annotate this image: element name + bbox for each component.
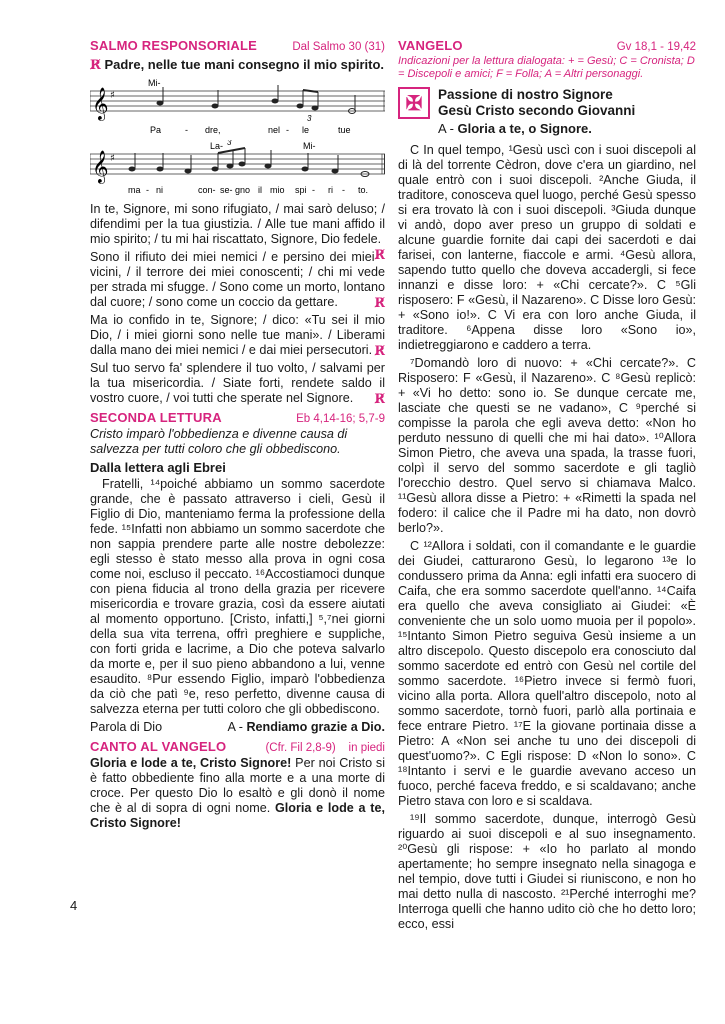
staff2-triplet: 3 xyxy=(227,140,232,147)
vangelo-header xyxy=(398,38,696,55)
stanza: Ma io confido in te, Signore; / dico: «Tu sei il mio Dio, / i miei giorni sono nelle tue mani». / Liberami dalla mano dei miei nemici / e dai miei persecutori. R̸ xyxy=(90,313,385,358)
page-number: 4 xyxy=(70,898,78,913)
svg-text:to.: to. xyxy=(358,185,369,195)
svg-text:ma: ma xyxy=(128,185,141,195)
left-column xyxy=(90,38,385,831)
svg-text:ri: ri xyxy=(328,185,333,195)
canto-posture: in piedi xyxy=(348,742,385,754)
vangelo-body xyxy=(398,143,696,932)
gospel-cross-icon: ✠ xyxy=(398,87,430,119)
svg-text:gno: gno xyxy=(235,185,251,195)
staff2-chord-1: La- xyxy=(210,141,224,151)
staff1-chord: Mi- xyxy=(148,78,161,88)
vangelo-ref: Gv 18,1 - 19,42 xyxy=(616,41,696,53)
vangelo-response: A - Gloria a te, o Signore. xyxy=(438,121,592,136)
seconda-ref: Eb 4,14-16; 5,7-9 xyxy=(296,413,385,425)
vangelo-heading-2: Gesù Cristo secondo Giovanni xyxy=(438,103,636,118)
response-marker: R̸ xyxy=(374,391,385,406)
salmo-stanzas xyxy=(90,202,385,406)
salmo-title: SALMO RESPONSORIALE xyxy=(90,38,258,53)
vangelo-title: VANGELO xyxy=(398,38,463,53)
response-marker: R̸ xyxy=(374,343,385,358)
svg-text:ni: ni xyxy=(156,185,164,195)
svg-text:-: - xyxy=(286,125,289,135)
stanza: Sono il rifiuto dei miei nemici / e persino dei miei vicini, / il terrore dei miei conoscenti; / chi mi vede per strada mi sfugge. / Sono come un morto, lontano dal cuore; / sono come un coccio da gettare. R̸ xyxy=(90,250,385,310)
response-text: Padre, nelle tue mani consegno il mio spirito. xyxy=(104,57,384,72)
svg-text:il: il xyxy=(258,185,262,195)
vangelo-paragraph: C In quel tempo, ¹Gesù uscì con i suoi discepoli al di là del torrente Cèdron, dove c'era un giardino, nel quale entrò con i suoi discepoli. ²Anche Giuda, il traditore, conosceva quel luogo, perché Gesù spesso si era trovato là con i suoi discepoli. ³Giuda dunque vi andò, dopo aver preso un gruppo di soldati e alcune guardie fornite dai capi dei sacerdoti e dai farisei, con lanterne, fiaccole e armi. ⁴Gesù allora, sapendo tutto quello che doveva accadergli, si fece innanzi e disse loro: + «Chi cercate?». C ⁵Gli risposero: F «Gesù, il Nazareno». C Disse loro Gesù: + «Sono io!». C Vi era con loro anche Giuda, il traditore. ⁶Appena disse loro «Sono io», indietreggiarono e caddero a terra. xyxy=(398,143,696,352)
salmo-ref: Dal Salmo 30 (31) xyxy=(292,41,385,53)
vangelo-paragraph: C ¹²Allora i soldati, con il comandante e le guardie dei Giudei, catturarono Gesù, lo legarono ¹³e lo condussero prima da Anna: egli infatti era suocero di Caifa, che era sommo sacerdote quell'anno. ¹⁴Caifa era quello che aveva consigliato ai Giudei: «È conveniente che un solo uomo muoia per il popolo». ¹⁵Intanto Simon Pietro seguiva Gesù insieme a un altro discepolo. Questo discepolo era conosciuto dal sommo sacerdote ed entrò con Gesù nel cortile del sommo sacerdote. ¹⁶Pietro invece si fermò fuori, vicino alla porta. Allora quell'altro discepolo, noto al sommo sacerdote, tornò fuori, parlò alla portinaia e fece entrare Pietro. ¹⁷E la giovane portinaia disse a Pietro: A «Non sei anche tu uno dei discepoli di quest'uomo?». C Egli rispose: D «Non lo sono». C ¹⁸Intanto i servi e le guardie avevano acceso un fuoco, perché faceva freddo, e si scaldavano; anche Pietro stava con loro e si scaldava. xyxy=(398,539,696,808)
response-marker: R̸ xyxy=(374,295,385,310)
canto-body: Gloria e lode a te, Cristo Signore! Per noi Cristo si è fatto obbediente fino alla morte e a una morte di croce. Per questo Dio lo esaltò e gli donò il nome che è al di sopra di ogni nome. Gloria e lode a te, Cristo Signore! xyxy=(90,756,386,830)
vangelo-heading-1: Passione di nostro Signore xyxy=(438,87,613,102)
canto-title: CANTO AL VANGELO xyxy=(90,739,227,754)
salmo-header xyxy=(90,38,385,55)
svg-text:-: - xyxy=(185,125,188,135)
vangelo-paragraph: ⁷Domandò loro di nuovo: + «Chi cercate?». C Risposero: F «Gesù, il Nazareno». C ⁸Gesù replicò: + «Vi ho detto: sono io. Se dunque cercate me, lasciate che questi se ne vadano», C ⁹perché si compisse la parola che egli aveva detto: «Non ho perduto nessuno di quelli che mi hai dato». ¹⁰Allora Simon Pietro, che aveva una spada, la trasse fuori, colpì il servo del sommo sacerdote e gli tagliò l'orecchio destro. Quel servo si chiamava Malco. ¹¹Gesù allora disse a Pietro: + «Rimetti la spada nel fodero: il calice che il Padre mi ha dato, non dovrò berlo?». xyxy=(398,356,696,535)
svg-text:Pa: Pa xyxy=(150,125,162,135)
staff1-notes xyxy=(157,85,356,114)
vangelo-heading-block xyxy=(398,87,696,137)
treble-clef-icon: 𝄞 xyxy=(92,150,109,183)
right-column xyxy=(398,38,696,935)
svg-text:nel: nel xyxy=(268,125,281,135)
dialog-note: Indicazioni per la lettura dialogata: + = Gesù; C = Cronista; D = Discepoli e amici; F = Folla; A = Altri personaggi. xyxy=(398,55,695,80)
staff2-notes xyxy=(129,148,370,177)
svg-text:-: - xyxy=(146,185,149,195)
seconda-summary: Cristo imparò l'obbedienza e divenne causa di salvezza per tutti coloro che gli obbediscono. xyxy=(90,427,348,456)
svg-text:se-: se- xyxy=(220,185,233,195)
closing-response: Rendiamo grazie a Dio. xyxy=(246,720,385,734)
canto-ref: (Cfr. Fil 2,8-9) xyxy=(265,742,336,754)
staff1-triplet: 3 xyxy=(307,114,312,123)
svg-text:le: le xyxy=(302,125,310,135)
response-symbol: R̸ xyxy=(90,58,101,73)
stanza: In te, Signore, mi sono rifugiato, / mai sarò deluso; / difendimi per la tua giustizia. / Alle tue mani affido il mio spirito; / tu mi hai riscattato, Signore, Dio fedele. R̸ xyxy=(90,202,385,262)
svg-text:spi: spi xyxy=(295,185,307,195)
parola-di-dio: Parola di Dio xyxy=(90,720,163,734)
seconda-heading: Dalla lettera agli Ebrei xyxy=(90,460,226,475)
seconda-body: Fratelli, ¹⁴poiché abbiamo un sommo sacerdote grande, che è passato attraverso i cieli, Gesù il Figlio di Dio, manteniamo ferma la professione della fede. ¹⁵Infatti non abbiamo un sommo sacerdote che non sappia prendere parte alle nostre debolezze: egli stesso è stato messo alla prova in ogni cosa come noi, escluso il peccato. ¹⁶Accostiamoci dunque con piena fiducia al trono della grazia per ricevere misericordia e trovare grazia, così da essere aiutati al momento opportuno. [Cristo, infatti,] ⁵,⁷nei giorni della sua vita terrena, offrì preghiere e suppliche, con forti grida e lacrime, a Dio che poteva salvarlo da morte e, per il suo pieno abbandono a lui, venne esaudito. ⁸Pur essendo Figlio, imparò l'obbedienza da ciò che patì ⁹e, reso perfetto, divenne causa di salvezza eterna per tutti coloro che gli obbediscono. Parola di Dio A - Rendiamo grazie a Dio. xyxy=(90,477,385,734)
music-staff-1 xyxy=(90,77,385,137)
svg-text:tue: tue xyxy=(338,125,351,135)
staff2-lyrics xyxy=(128,185,368,195)
canto-header xyxy=(90,739,385,756)
vangelo-paragraph: ¹⁹Il sommo sacerdote, dunque, interrogò Gesù riguardo ai suoi discepoli e al suo insegnamento. ²⁰Gesù gli rispose: + «Io ho parlato al mondo apertamente; ho sempre insegnato nella sinagoga e nel tempio, dove tutti i Giudei si riuniscono, e non ho mai detto nulla di nascosto. ²¹Perché interroghi me? Interroga quelli che hanno udito ciò che ho detto loro; ecco, essi xyxy=(398,812,696,931)
sharp-icon: ♯ xyxy=(110,90,115,101)
seconda-title: SECONDA LETTURA xyxy=(90,410,222,425)
svg-text:-: - xyxy=(342,185,345,195)
salmo-response xyxy=(90,57,385,74)
treble-clef-icon: 𝄞 xyxy=(92,87,109,120)
svg-text:con-: con- xyxy=(198,185,216,195)
svg-text:dre,: dre, xyxy=(205,125,221,135)
staff1-lyrics xyxy=(150,125,351,135)
stanza: Sul tuo servo fa' splendere il tuo volto, / salvami per la tua misericordia. / Siate forti, rendete saldo il vostro cuore, / voi tutti che sperate nel Signore. R̸ xyxy=(90,361,385,406)
staff2-chord-2: Mi- xyxy=(303,141,316,151)
response-marker: R̸ xyxy=(374,247,385,262)
music-staff-2 xyxy=(90,140,385,198)
seconda-closing: Parola di Dio A - Rendiamo grazie a Dio. xyxy=(90,720,385,734)
sharp-icon: ♯ xyxy=(110,153,115,164)
seconda-header xyxy=(90,410,385,427)
svg-text:mio: mio xyxy=(270,185,285,195)
svg-text:-: - xyxy=(312,185,315,195)
